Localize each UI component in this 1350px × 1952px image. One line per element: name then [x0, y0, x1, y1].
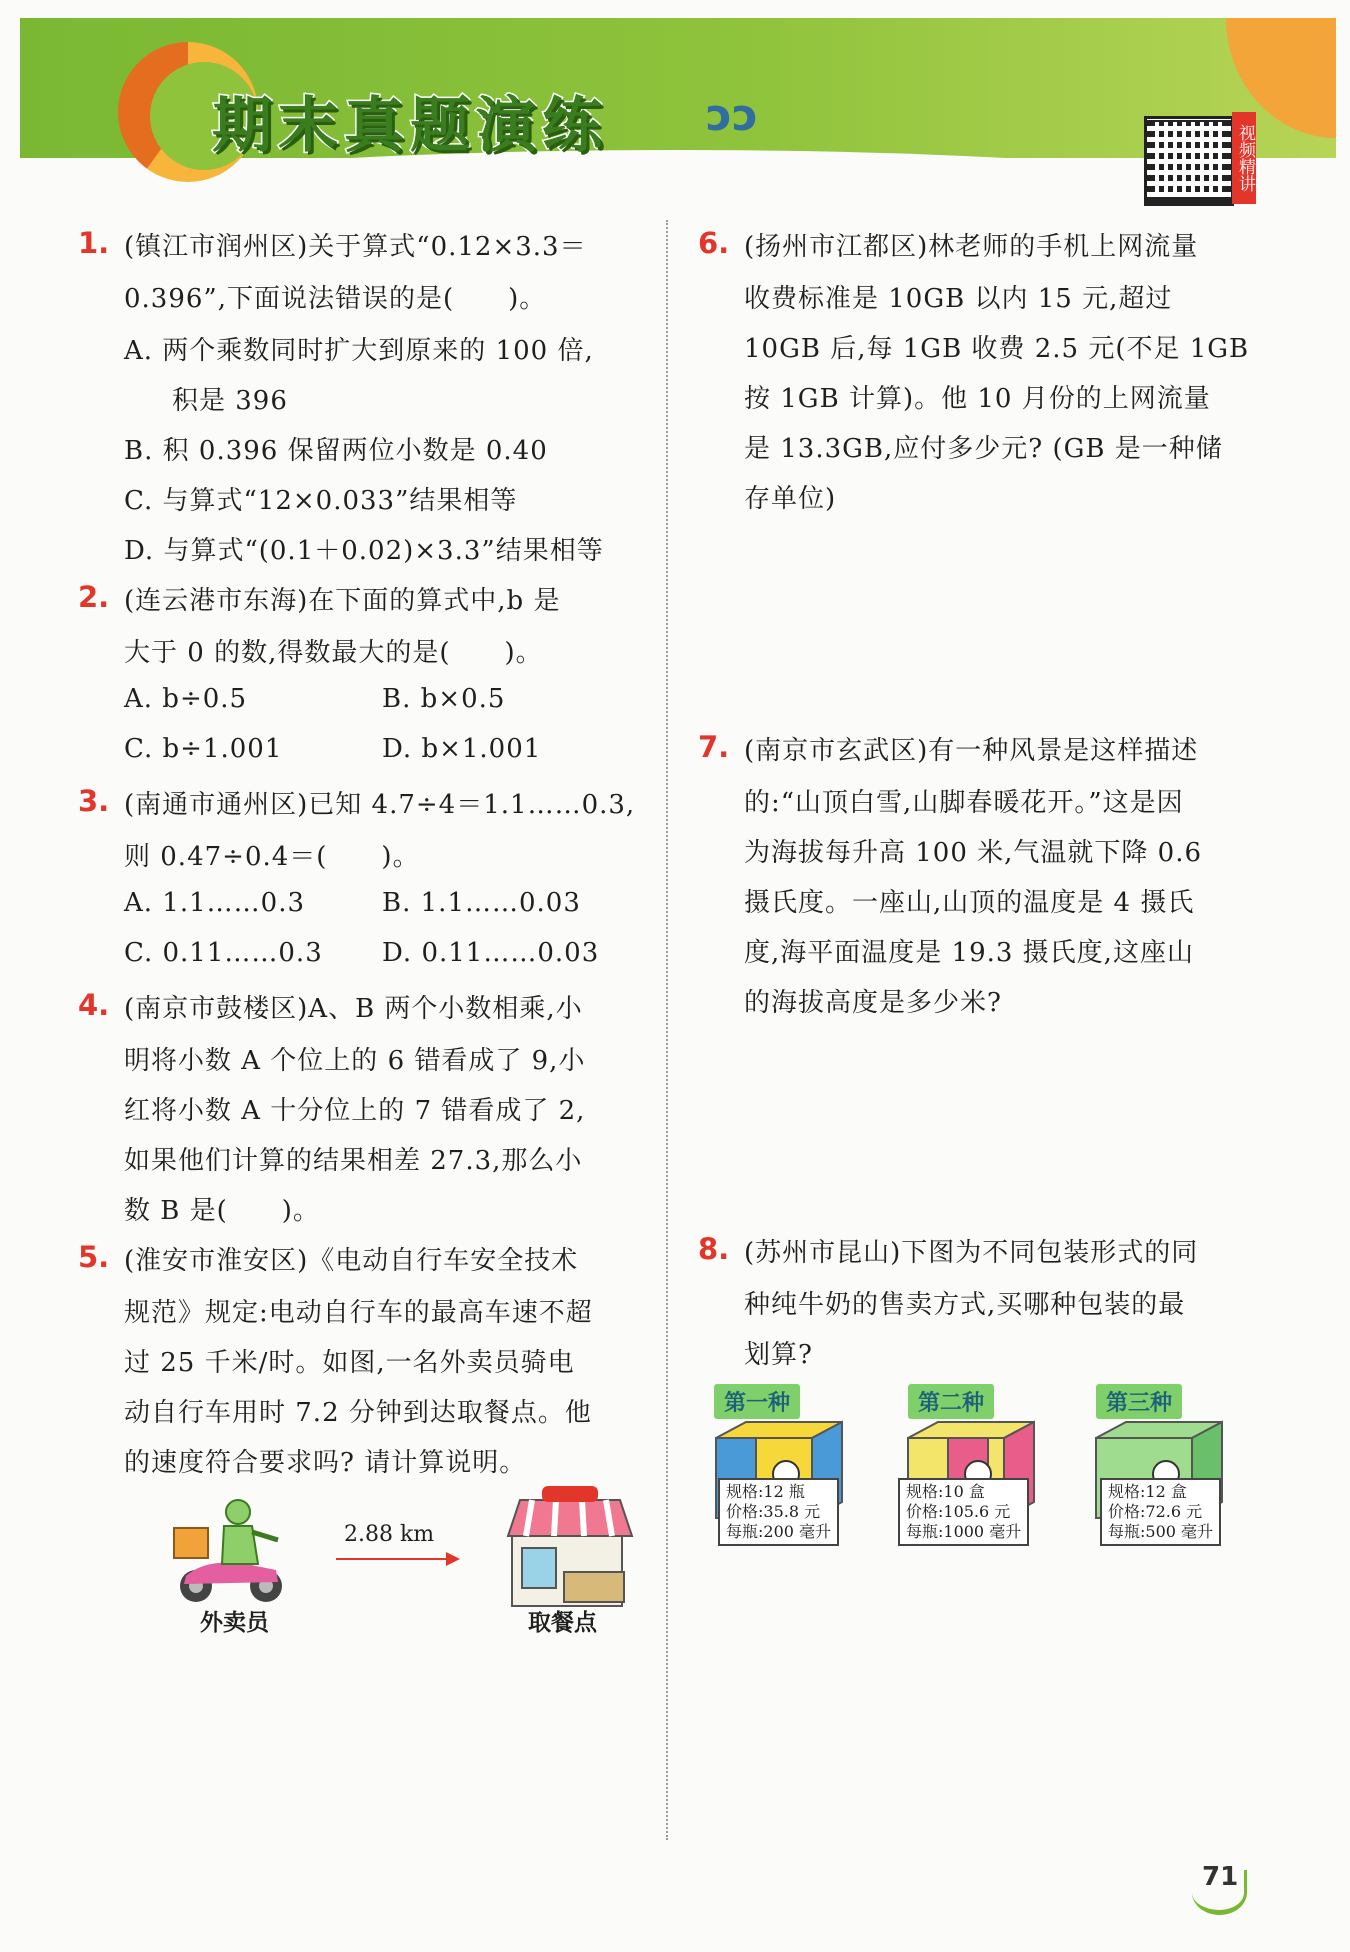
question-text: 收费标准是 10GB 以内 15 元,超过: [744, 284, 1173, 314]
pack-price: 价格:105.6 元: [906, 1502, 1011, 1521]
arrow-line: [336, 1558, 448, 1560]
question-text: 0.396”,下面说法错误的是( )。: [124, 284, 547, 314]
option-d: D. 0.11……0.03: [382, 938, 600, 968]
question-text: (南京市鼓楼区)A、B 两个小数相乘,小: [124, 994, 583, 1024]
option-c: C. 0.11……0.3: [124, 938, 323, 968]
qr-label: 视频精讲: [1232, 112, 1256, 204]
question-text: 种纯牛奶的售卖方式,买哪种包装的最: [744, 1290, 1186, 1320]
pack-info: [1100, 1478, 1221, 1546]
question-text: 则 0.47÷0.4＝( )。: [124, 842, 420, 872]
question-text: 的海拔高度是多少米?: [744, 988, 1002, 1018]
question-number: 8.: [698, 1232, 730, 1266]
question-number: 1.: [78, 226, 110, 260]
pack-price: 价格:72.6 元: [1108, 1502, 1203, 1521]
option-a: A. 1.1……0.3: [124, 888, 306, 918]
pickup-caption: 取餐点: [528, 1610, 597, 1636]
distance-label: 2.88 km: [344, 1522, 435, 1547]
pack-price: 价格:35.8 元: [726, 1502, 821, 1521]
page-title: 期末真题演练: [212, 91, 608, 161]
option-a-cont: 积是 396: [172, 386, 288, 416]
question-number: 5.: [78, 1240, 110, 1274]
question-text: 度,海平面温度是 19.3 摄氏度,这座山: [744, 938, 1194, 968]
pack-info: [718, 1478, 839, 1546]
question-text: (南京市玄武区)有一种风景是这样描述: [744, 736, 1199, 766]
question-text: 是 13.3GB,应付多少元? (GB 是一种储: [744, 434, 1223, 464]
option-a: A. 两个乘数同时扩大到原来的 100 倍,: [124, 336, 594, 366]
question-text: 的速度符合要求吗? 请计算说明。: [124, 1448, 527, 1478]
question-text: (南通市通州区)已知 4.7÷4＝1.1……0.3,: [124, 790, 636, 820]
pack-info: [898, 1478, 1029, 1546]
question-text: 数 B 是( )。: [124, 1196, 320, 1226]
question-text: 红将小数 A 十分位上的 7 错看成了 2,: [124, 1096, 586, 1126]
question-text: (连云港市东海)在下面的算式中,b 是: [124, 586, 561, 616]
question-text: 规范》规定:电动自行车的最高车速不超: [124, 1298, 593, 1328]
question-text: (镇江市润州区)关于算式“0.12×3.3＝: [124, 232, 587, 262]
pack-label: 第二种: [908, 1384, 994, 1419]
question-text: 10GB 后,每 1GB 收费 2.5 元(不足 1GB: [744, 334, 1250, 364]
pack-each: 每瓶:200 毫升: [726, 1522, 832, 1541]
question-number: 7.: [698, 730, 730, 764]
pack-label: 第三种: [1096, 1384, 1182, 1419]
page-number: 71: [1202, 1862, 1239, 1892]
question-number: 2.: [78, 580, 110, 614]
delivery-rider-icon: [166, 1498, 296, 1606]
question-number: 6.: [698, 226, 730, 260]
arrow-right-icon: [446, 1552, 460, 1566]
pack-label: 第一种: [714, 1384, 800, 1419]
question-text: 划算?: [744, 1340, 813, 1370]
question-text: 按 1GB 计算)。他 10 月份的上网流量: [744, 384, 1211, 414]
pack-each: 每瓶:1000 毫升: [906, 1522, 1022, 1541]
question-text: 明将小数 A 个位上的 6 错看成了 9,小: [124, 1046, 586, 1076]
pack-spec: 规格:12 盒: [1108, 1482, 1187, 1501]
question-text: 动自行车用时 7.2 分钟到达取餐点。他: [124, 1398, 592, 1428]
pack-spec: 规格:10 盒: [906, 1482, 985, 1501]
question-number: 4.: [78, 988, 110, 1022]
question-text: 存单位): [744, 484, 837, 514]
pack-spec: 规格:12 瓶: [726, 1482, 805, 1501]
option-b: B. 1.1……0.03: [382, 888, 581, 918]
question-text: (淮安市淮安区)《电动自行车安全技术: [124, 1246, 579, 1276]
option-a: A. b÷0.5: [124, 684, 248, 714]
question-text: 大于 0 的数,得数最大的是( )。: [124, 638, 543, 668]
column-divider: [666, 220, 668, 1840]
question-text: 的:“山顶白雪,山脚春暖花开。”这是因: [744, 788, 1184, 818]
question-text: (扬州市江都区)林老师的手机上网流量: [744, 232, 1199, 262]
question-text: 如果他们计算的结果相差 27.3,那么小: [124, 1146, 583, 1176]
rider-caption: 外卖员: [200, 1610, 269, 1636]
option-c: C. 与算式“12×0.033”结果相等: [124, 486, 518, 516]
restaurant-shop-icon: [502, 1486, 638, 1610]
question-text: 摄氏度。一座山,山顶的温度是 4 摄氏: [744, 888, 1195, 918]
option-b: B. 积 0.396 保留两位小数是 0.40: [124, 436, 548, 466]
title-swirl-icon: ↄↄ: [706, 90, 759, 141]
option-c: C. b÷1.001: [124, 734, 283, 764]
question-text: 为海拔每升高 100 米,气温就下降 0.6: [744, 838, 1203, 868]
question-number: 3.: [78, 784, 110, 818]
option-d: D. 与算式“(0.1＋0.02)×3.3”结果相等: [124, 536, 604, 566]
question-text: 过 25 千米/时。如图,一名外卖员骑电: [124, 1348, 575, 1378]
pack-each: 每瓶:500 毫升: [1108, 1522, 1214, 1541]
option-d: D. b×1.001: [382, 734, 542, 764]
question-text: (苏州市昆山)下图为不同包装形式的同: [744, 1238, 1199, 1268]
qr-code-pattern: [1150, 122, 1222, 194]
option-b: B. b×0.5: [382, 684, 506, 714]
